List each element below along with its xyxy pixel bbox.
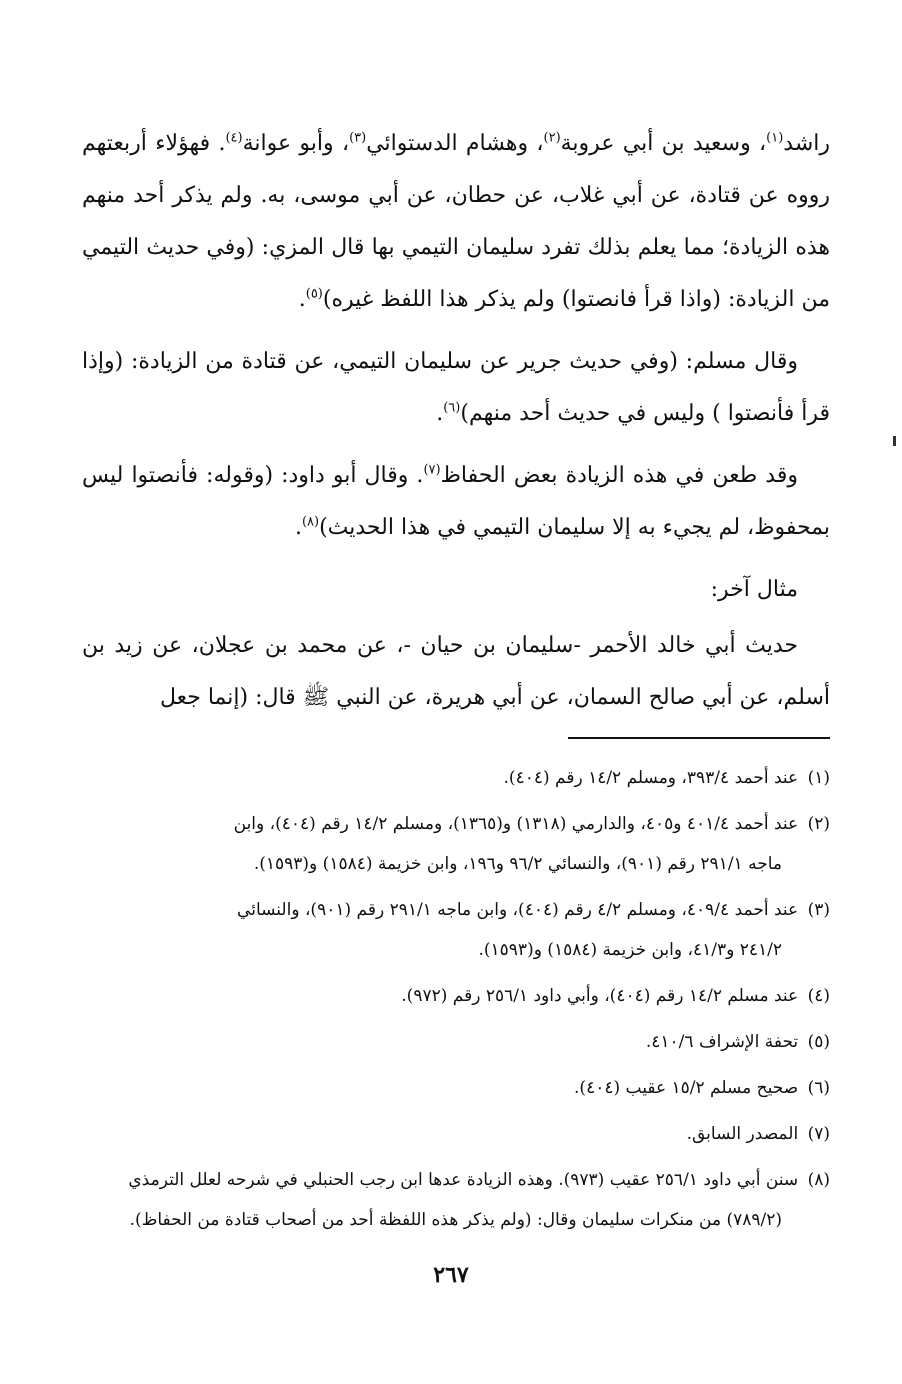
footnote-ref-1[interactable]: (١) — [766, 130, 784, 146]
footnote-text: عند أحمد ٣٩٣/٤، ومسلم ١٤/٢ رقم (٤٠٤). — [503, 768, 799, 788]
text-run: ، وهشام الدستوائي — [366, 131, 544, 156]
text-run: وقد طعن في هذه الزيادة بعض الحفاظ — [440, 463, 798, 488]
footnote-number: (٢) — [807, 814, 830, 834]
text-run: ، وأبو عوانة — [242, 131, 350, 156]
paragraph-4: مثال آخر: — [710, 577, 798, 602]
footnote-7 — [82, 1114, 830, 1154]
footnote-text: عند أحمد ٤٠١/٤ و٤٠٥، والدارمي (١٣١٨) و(١٣٦٥)، ومسلم ١٤/٢ رقم (٤٠٤)، وابن — [233, 814, 799, 834]
footnote-number: (٥) — [807, 1032, 830, 1052]
footnote-ref-7[interactable]: (٧) — [423, 462, 441, 478]
footnote-1 — [82, 758, 830, 798]
text-run: وقال مسلم: (وفي حديث جرير عن سليمان التيمي، عن قتادة من الزيادة: (وإذا قرأ فأنصتوا ) وليس في حديث أحد منهم) — [82, 349, 830, 426]
paragraph-1 — [82, 118, 830, 326]
footnote-ref-6[interactable]: (٦) — [443, 400, 461, 416]
footnote-ref-8[interactable]: (٨) — [301, 514, 320, 530]
footnote-divider — [568, 737, 830, 739]
footnote-2 — [82, 804, 830, 884]
footnote-text: سنن أبي داود ٢٥٦/١ عقيب (٩٧٣). وهذه الزيادة عدها ابن رجب الحنبلي في شرحه لعلل الترمذي — [128, 1170, 799, 1190]
footnote-text: عند أحمد ٤٠٩/٤، ومسلم ٤/٢ رقم (٤٠٤)، وابن ماجه ٢٩١/١ رقم (٩٠١)، والنسائي — [237, 900, 799, 920]
text-run: . — [294, 515, 302, 540]
text-run: راشد — [783, 131, 830, 156]
footnote-number: (٧) — [807, 1124, 830, 1144]
footnote-text-continued: ٢٤١/٢ و٤١/٣، وابن خزيمة (١٥٨٤) و(١٥٩٣). — [478, 940, 782, 960]
footnote-8 — [82, 1160, 830, 1240]
paragraph-2 — [82, 336, 830, 440]
footnote-5 — [82, 1022, 830, 1062]
footnote-number: (٤) — [807, 986, 830, 1006]
footnote-number: (١) — [807, 768, 830, 788]
footnote-text: المصدر السابق. — [686, 1124, 799, 1144]
footnote-number: (٦) — [807, 1078, 830, 1098]
text-run: . وقال أبو داود: (وقوله: فأنصتوا ليس بمحفوظ، لم يجيء به إلا سليمان التيمي في هذا الحديث) — [82, 463, 830, 540]
footnote-text-continued: (٧٨٩/٢) من منكرات سليمان وقال: (ولم يذكر هذه اللفظة أحد من أصحاب قتادة من الحفاظ). — [129, 1210, 782, 1230]
paragraph-3 — [82, 450, 830, 554]
footnote-text: عند مسلم ١٤/٢ رقم (٤٠٤)، وأبي داود ٢٥٦/١ رقم (٩٧٢). — [401, 986, 799, 1006]
footnote-ref-4[interactable]: (٤) — [225, 130, 243, 146]
footnote-4 — [82, 976, 830, 1016]
text-run: . فهؤلاء أربعتهم رووه عن قتادة، عن أبي غلاب، عن حطان، عن أبي موسى، به. ولم يذكر أحد منهم هذه الزيادة؛ مما يعلم بذلك تفرد سليمان التيمي بها قال المزي: (وفي حديث التيمي من الزيادة: (واذا قرأ فانصتوا) ولم يذكر هذا اللفظ غيره) — [82, 131, 830, 312]
footnote-text: تحفة الإشراف ٤١٠/٦. — [645, 1032, 799, 1052]
footnote-3 — [82, 890, 830, 970]
margin-mark — [893, 436, 896, 446]
paragraph-5: حديث أبي خالد الأحمر -سليمان بن حيان -، عن محمد بن عجلان، عن زيد بن أسلم، عن أبي صالح السمان، عن أبي هريرة، عن النبي ﷺ قال: (إنما جعل — [82, 633, 830, 710]
footnote-text-continued: ماجه ٢٩١/١ رقم (٩٠١)، والنسائي ٩٦/٢ و١٩٦، وابن خزيمة (١٥٨٤) و(١٥٩٣). — [253, 854, 782, 874]
footnote-text: صحيح مسلم ١٥/٢ عقيب (٤٠٤). — [574, 1078, 799, 1098]
text-run: ، وسعيد بن أبي عروبة — [560, 131, 767, 156]
text-run: . — [436, 401, 444, 426]
footnote-ref-5[interactable]: (٥) — [305, 286, 323, 302]
footnotes — [82, 758, 830, 1246]
main-text — [82, 118, 830, 734]
page-number: ٢٦٧ — [433, 1262, 469, 1288]
footnote-6 — [82, 1068, 830, 1108]
footnote-ref-2[interactable]: (٢) — [543, 130, 561, 146]
text-run: . — [298, 287, 306, 312]
footnote-ref-3[interactable]: (٣) — [349, 130, 367, 146]
footnote-number: (٨) — [807, 1170, 830, 1190]
footnote-number: (٣) — [807, 900, 830, 920]
